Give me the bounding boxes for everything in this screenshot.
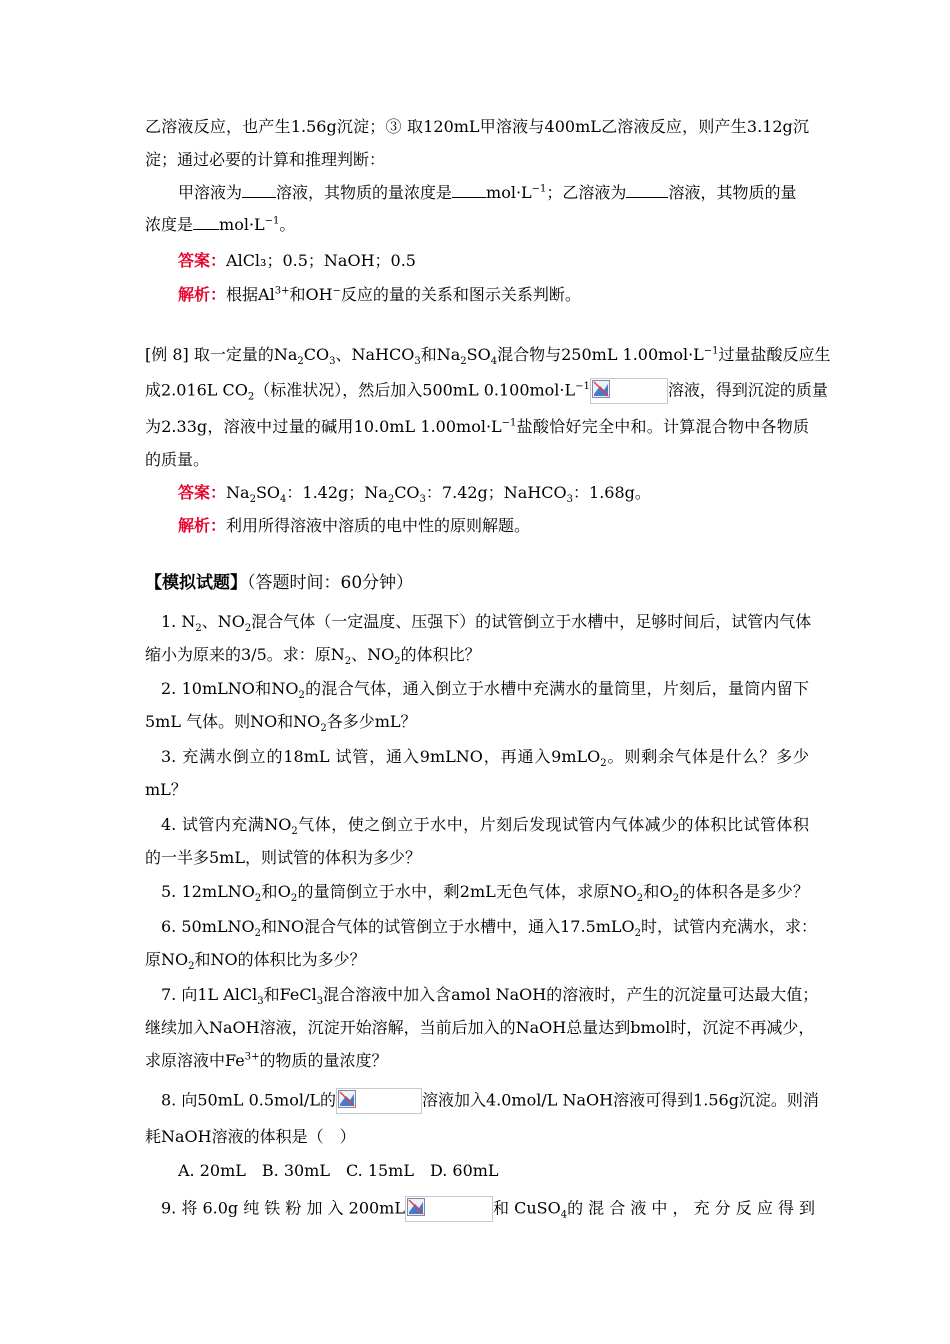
text-line: 乙溶液反应，也产生1.56g沉淀；③ 取120mL甲溶液与400mL乙溶液反应，则产生3.12g沉 <box>145 117 809 136</box>
analysis-label: 解析： <box>178 516 227 535</box>
question-6: 6. 50mLNO$_2$和NO混合气体的试管倒立于水槽中，通入17.5mLO$_2$时，试管内充满水，求： <box>161 917 818 940</box>
question-2: 2. 10mLNO和$NO_2$的混合气体，通入倒立于水槽中充满水的量筒里，片刻后，量筒内留下 <box>161 679 809 702</box>
formula-image-placeholder <box>405 1196 493 1222</box>
question-3: mL？ <box>145 780 187 799</box>
example-8-line: [例 8] 取一定量的$Na_2CO_3$、NaHCO$_3$和$Na_2SO_4$混合物与250mL $1.00mol\cdot L^{-1}$过量盐酸反应生 <box>145 345 831 368</box>
section-subtitle: （答题时间：60分钟） <box>247 573 414 593</box>
question-1: 1. $N_2$、$NO_2$混合气体（一定温度、压强下）的试管倒立于水槽中，足够时间后，试管内气体 <box>161 612 812 635</box>
question-8: 耗NaOH溶液的体积是（ ） <box>145 1127 356 1146</box>
question-4: 的一半多5mL，则试管的体积为多少？ <box>145 848 421 867</box>
fill-blank <box>242 183 276 198</box>
text-line: 淀；通过必要的计算和推理判断： <box>145 150 386 169</box>
example-8-line: 的质量。 <box>145 450 210 469</box>
text-line: 甲溶液为 溶液，其物质的量浓度是 $mol\cdot L^{-1}$；乙溶液为 溶液，其物质的量 <box>178 183 797 202</box>
analysis-line: 解析：根据$Al^{3+}$和OH−反应的量的关系和图示关系判断。 <box>178 285 581 304</box>
example-8-line: 为2.33g，溶液中过量的碱用10.0mL $1.00mol\cdot L^{-1}$盐酸恰好完全中和。计算混合物中各物质 <box>145 417 809 436</box>
question-9: 9. 将 6.0g 纯 铁 粉 加 入 200mL 和 CuSO$_4$的 混 合 液 中 ， 充 分 反 应 得 到 <box>161 1196 809 1222</box>
answer-line: 答案：AlCl₃；0.5；NaOH；0.5 <box>178 251 416 270</box>
fill-blank <box>626 183 668 198</box>
text-line: 浓度是 $mol\cdot L^{-1}$。 <box>145 215 296 234</box>
analysis-line: 解析：利用所得溶液中溶质的电中性的原则解题。 <box>178 516 531 535</box>
broken-image-icon <box>592 380 610 398</box>
question-7: 求原溶液中$Fe^{3+}$的物质的量浓度？ <box>145 1051 388 1070</box>
answer-label: 答案： <box>178 483 227 502</box>
question-4: 4. 试管内充满$NO_2$气体，使之倒立于水中，片刻后发现试管内气体减少的体积比试管体积 <box>161 815 809 838</box>
section-title: 【模拟试题】 <box>145 573 247 593</box>
broken-image-icon <box>407 1198 425 1216</box>
fill-blank <box>193 215 219 230</box>
section-heading <box>145 572 809 594</box>
formula-image-placeholder <box>590 378 668 404</box>
question-3: 3. 充满水倒立的18mL 试管，通入9mLNO，再通入9mLO$_2$。则剩余气体是什么？多少 <box>161 747 809 770</box>
answer-label: 答案： <box>178 251 227 270</box>
question-7: 7. 向1L AlCl$_3$和FeCl$_3$混合溶液中加入含amol NaOH的溶液时，产生的沉淀量可达最大值； <box>161 985 819 1008</box>
formula-image-placeholder <box>336 1088 422 1114</box>
example-8-line: 成2.016L $CO_2$（标准状况），然后加入500mL $0.100mol\cdot L^{-1}$ 溶液，得到沉淀的质量 <box>145 378 809 404</box>
answer-line: 答案：$Na_2SO_4$：1.42g；$Na_2CO_3$：7.42g；NaHCO$_3$：1.68g。 <box>178 483 651 506</box>
question-7: 继续加入NaOH溶液，沉淀开始溶解，当前后加入的NaOH总量达到bmol时，沉淀不再减少， <box>145 1018 815 1037</box>
analysis-label: 解析： <box>178 285 227 304</box>
fill-blank <box>452 183 486 198</box>
question-1: 缩小为原来的3/5。求：原$N_2$、$NO_2$的体积比？ <box>145 645 481 668</box>
question-6: 原$NO_2$和NO的体积比为多少？ <box>145 950 366 973</box>
question-5: 5. 12mLNO$_2$和$O_2$的量筒倒立于水中，剩2mL无色气体，求原$NO_2$和$O_2$的体积各是多少？ <box>161 882 809 905</box>
question-8-options: A. 20mL B. 30mL C. 15mL D. 60mL <box>178 1161 499 1180</box>
question-8: 8. 向50mL 0.5mol/L的 溶液加入4.0mol/L NaOH溶液可得到1.56g沉淀。则消 <box>161 1088 809 1114</box>
question-2: 5mL 气体。则NO和$NO_2$各多少mL？ <box>145 712 417 735</box>
broken-image-icon <box>338 1090 356 1108</box>
